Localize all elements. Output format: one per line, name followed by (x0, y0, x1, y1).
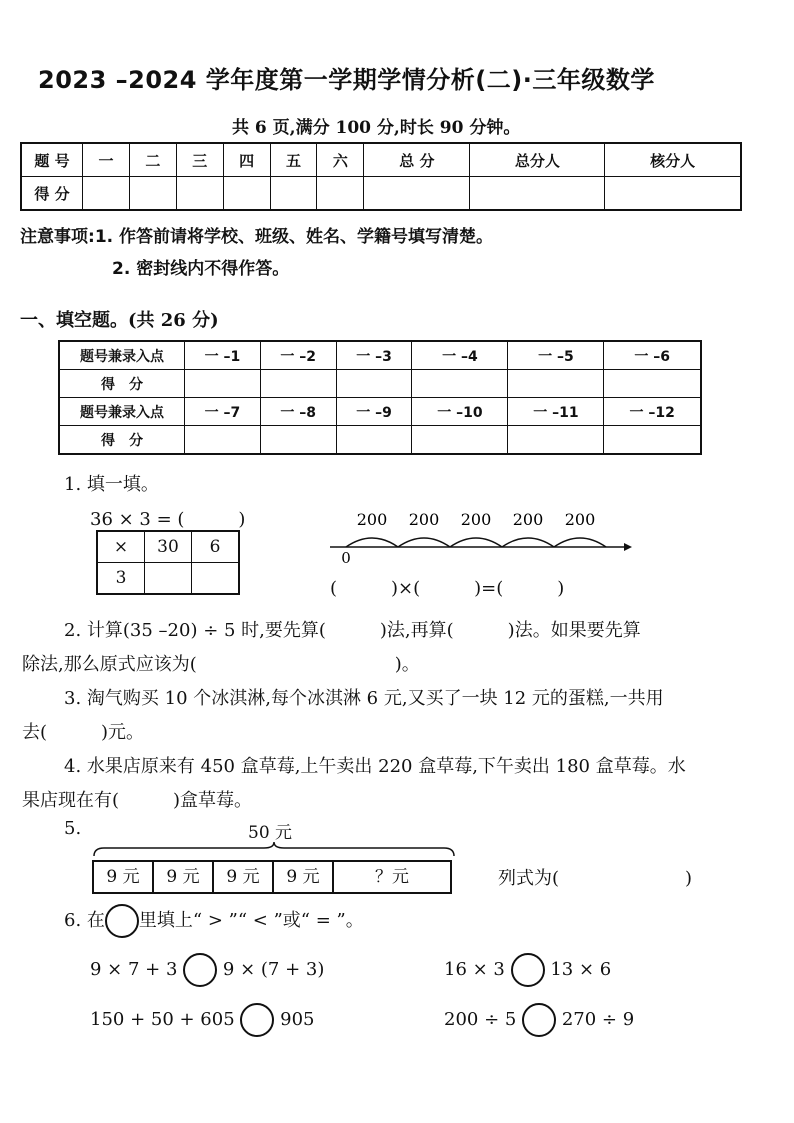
comparison-right: 270 ÷ 9 (561, 1009, 635, 1030)
score-cell[interactable] (270, 177, 317, 211)
number-line-jump (554, 538, 606, 547)
entry-code: 一 –11 (508, 398, 604, 426)
entry-code: 一 –5 (508, 341, 604, 370)
number-line-step-label: 200 (408, 510, 440, 529)
question-3-line-2: 去( )元。 (22, 722, 145, 743)
comparison-circle[interactable] (183, 953, 217, 987)
entry-code: 一 –9 (336, 398, 412, 426)
page-title: 2023 –2024 学年度第一学期学情分析(二)·三年级数学 (38, 66, 655, 94)
question-5-label: 5. (64, 818, 82, 839)
question-2-line-1: 2. 计算(35 –20) ÷ 5 时,要先算( )法,再算( )法。如果要先算 (64, 620, 641, 641)
entry-code: 一 –6 (604, 341, 701, 370)
score-header-cell: 总 分 (364, 143, 470, 177)
score-cell[interactable] (317, 177, 364, 211)
number-line-jump (346, 538, 398, 547)
notes-item-1: 1. 作答前请将学校、班级、姓名、学籍号填写清楚。 (94, 227, 494, 247)
score-cell[interactable] (364, 177, 470, 211)
number-line-step-label: 200 (512, 510, 544, 529)
number-line-step-label: 200 (564, 510, 596, 529)
number-line-zero: 0 (341, 549, 351, 565)
entry-score-cell[interactable] (412, 370, 508, 398)
segment-bar (92, 860, 452, 894)
grid-answer-cell[interactable] (192, 563, 240, 595)
number-line-answer[interactable]: ( )×( )=( ) (330, 578, 565, 599)
entry-score-cell[interactable] (185, 370, 261, 398)
comparison-item (444, 1003, 634, 1037)
entry-score-cell[interactable] (185, 426, 261, 455)
entry-table (58, 340, 702, 455)
bar-segment: 9 元 (154, 862, 214, 892)
comparison-item (90, 1003, 315, 1037)
question-3-line-1: 3. 淘气购买 10 个冰淇淋,每个冰淇淋 6 元,又买了一块 12 元的蛋糕,一共用 (64, 688, 664, 709)
question-2-line-2: 除法,那么原式应该为( )。 (22, 654, 420, 675)
entry-score-row (59, 426, 701, 455)
score-cell[interactable] (605, 177, 741, 211)
entry-score-cell[interactable] (260, 370, 336, 398)
entry-score-cell[interactable] (260, 426, 336, 455)
number-line (326, 505, 636, 565)
comparison-item (90, 953, 324, 987)
entry-code: 一 –8 (260, 398, 336, 426)
score-table-score-row (21, 177, 741, 211)
entry-score-cell[interactable] (508, 426, 604, 455)
entry-score-cell[interactable] (508, 370, 604, 398)
entry-label: 题号兼录入点 (59, 341, 185, 370)
score-header-cell: 二 (129, 143, 176, 177)
comparison-left: 9 × 7 + 3 (90, 959, 178, 980)
entry-score-label: 得 分 (59, 426, 185, 455)
entry-code: 一 –7 (185, 398, 261, 426)
entry-code: 一 –1 (185, 341, 261, 370)
grid-cell: × (97, 531, 145, 563)
score-header-cell: 题 号 (21, 143, 83, 177)
bar-segment-unknown: ？元 (375, 867, 409, 887)
grid-cell: 6 (192, 531, 240, 563)
notes-item-2: 2. 密封线内不得作答。 (112, 259, 290, 279)
bar-segment: 9 元 (274, 862, 334, 892)
page-subtitle: 共 6 页,满分 100 分,时长 90 分钟。 (232, 118, 521, 138)
score-header-cell: 六 (317, 143, 364, 177)
comparison-left: 150 + 50 + 605 (90, 1009, 235, 1030)
question-6-label-after: 里填上“ > ”“ < ”或“ = ”。 (138, 910, 364, 931)
notes-label (20, 222, 493, 247)
score-header-cell: 五 (270, 143, 317, 177)
score-header-cell: 四 (223, 143, 270, 177)
entry-score-cell[interactable] (604, 370, 701, 398)
comparison-left: 16 × 3 (444, 959, 505, 980)
comparison-right: 13 × 6 (550, 959, 612, 980)
comparison-circle[interactable] (522, 1003, 556, 1037)
multiplication-grid (96, 530, 240, 595)
comparison-circle[interactable] (511, 953, 545, 987)
score-cell[interactable] (129, 177, 176, 211)
entry-score-cell[interactable] (604, 426, 701, 455)
number-line-arrow (624, 543, 632, 551)
entry-code: 一 –10 (412, 398, 508, 426)
entry-code: 一 –3 (336, 341, 412, 370)
bar-segment: 9 元 (214, 862, 274, 892)
score-table-header-row (21, 143, 741, 177)
number-line-step-label: 200 (460, 510, 492, 529)
comparison-circle[interactable] (240, 1003, 274, 1037)
entry-score-cell[interactable] (336, 426, 412, 455)
question-5-formula[interactable]: 列式为( ) (498, 868, 693, 889)
notes-title: 注意事项: (20, 227, 95, 247)
bar-segment: 9 元 (94, 862, 154, 892)
score-cell[interactable] (176, 177, 223, 211)
score-header-cell: 总分人 (470, 143, 605, 177)
number-line-jump (398, 538, 450, 547)
number-line-jump (450, 538, 502, 547)
comparison-right: 905 (280, 1009, 315, 1030)
section-heading: 一、填空题。(共 26 分) (20, 310, 219, 331)
score-header-cell: 一 (83, 143, 130, 177)
score-cell[interactable] (223, 177, 270, 211)
entry-score-cell[interactable] (412, 426, 508, 455)
question-4-line-2: 果店现在有( )盒草莓。 (22, 790, 253, 811)
circle-icon (105, 904, 139, 938)
entry-row (59, 341, 701, 370)
score-header-cell: 核分人 (605, 143, 741, 177)
number-line-jump (502, 538, 554, 547)
question-6-label (64, 904, 364, 938)
grid-answer-cell[interactable] (145, 563, 192, 595)
score-header-cell: 三 (176, 143, 223, 177)
question-6-label-before: 6. 在 (64, 910, 105, 931)
total-brace (92, 842, 456, 858)
grid-cell: 30 (145, 531, 192, 563)
question-1-label: 1. 填一填。 (64, 474, 159, 495)
entry-score-label: 得 分 (59, 370, 185, 398)
number-line-step-label: 200 (356, 510, 388, 529)
score-cell[interactable] (470, 177, 605, 211)
entry-code: 一 –2 (260, 341, 336, 370)
comparison-item (444, 953, 611, 987)
entry-code: 一 –4 (412, 341, 508, 370)
score-cell[interactable] (83, 177, 130, 211)
grid-cell: 3 (97, 563, 145, 595)
entry-score-cell[interactable] (336, 370, 412, 398)
entry-code: 一 –12 (604, 398, 701, 426)
question-1-expression: 36 × 3 = ( ) (90, 509, 246, 530)
score-row-label: 得 分 (21, 177, 83, 211)
bar-total-label: 50 元 (248, 823, 293, 843)
question-4-line-1: 4. 水果店原来有 450 盒草莓,上午卖出 220 盒草莓,下午卖出 180 盒草莓。水 (64, 756, 686, 777)
comparison-right: 9 × (7 + 3) (222, 959, 325, 980)
entry-label: 题号兼录入点 (59, 398, 185, 426)
entry-row (59, 398, 701, 426)
score-table (20, 142, 742, 211)
entry-score-row (59, 370, 701, 398)
comparison-left: 200 ÷ 5 (444, 1009, 517, 1030)
